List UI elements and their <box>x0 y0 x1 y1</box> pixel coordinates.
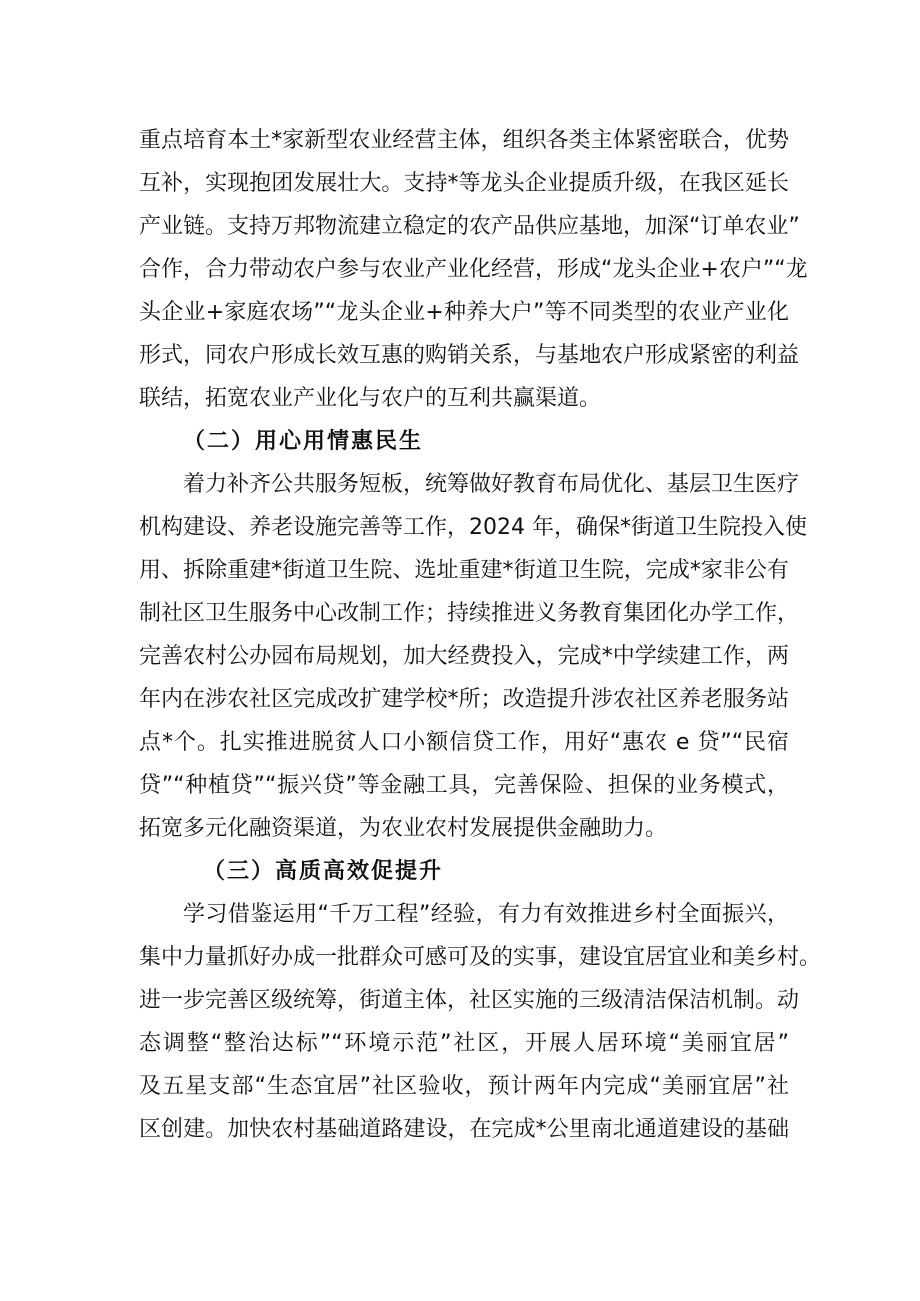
paragraph-line: 联结，拓宽农业产业化与农户的互利共赢渠道。 <box>139 386 602 411</box>
paragraph-line: 机构建设、养老设施完善等工作，2024 年，确保*街道卫生院投入使 <box>139 515 807 540</box>
paragraph-line: 进一步完善区级统筹，街道主体，社区实施的三级清洁保洁机制。动 <box>139 988 800 1013</box>
paragraph-line: 头企业+家庭农场”“龙头企业+种养大户”等不同类型的农业产业化 <box>139 300 789 325</box>
paragraph-line: 年内在涉农社区完成改扩建学校*所；改造提升涉农社区养老服务站 <box>139 687 789 712</box>
paragraph-line: 态调整“整治达标”“环境示范”社区，开展人居环境“美丽宜居” <box>139 1031 789 1056</box>
paragraph-line: 着力补齐公共服务短板，统筹做好教育布局优化、基层卫生医疗 <box>183 472 800 497</box>
paragraph-line: 学习借鉴运用“千万工程”经验，有力有效推进乡村全面振兴， <box>183 902 789 927</box>
paragraph-line: 制社区卫生服务中心改制工作；持续推进义务教育集团化办学工作， <box>139 601 800 626</box>
paragraph-line: 完善农村公办园布局规划，加大经费投入，完成*中学续建工作，两 <box>139 644 789 669</box>
paragraph-line: 重点培育本土*家新型农业经营主体，组织各类主体紧密联合，优势 <box>139 128 789 153</box>
paragraph-line: 集中力量抓好办成一批群众可感可及的实事，建设宜居宜业和美乡村。 <box>139 945 822 970</box>
paragraph-line: 及五星支部“生态宜居”社区验收，预计两年内完成“美丽宜居”社 <box>139 1074 789 1099</box>
paragraph-line: 形式，同农户形成长效互惠的购销关系，与基地农户形成紧密的利益 <box>139 343 800 368</box>
section-heading: （二）用心用情惠民生 <box>183 429 424 454</box>
paragraph-line: 点*个。扎实推进脱贫人口小额信贷工作，用好“惠农 e 贷”“民宿 <box>139 730 789 755</box>
paragraph-line: 产业链。支持万邦物流建立稳定的农产品供应基地，加深“订单农业” <box>139 214 800 239</box>
paragraph-line: 拓宽多元化融资渠道，为农业农村发展提供金融助力。 <box>139 816 668 841</box>
paragraph-line: 区创建。加快农村基础道路建设，在完成*公里南北通道建设的基础 <box>139 1117 789 1142</box>
paragraph-line: 合作，合力带动农户参与农业产业化经营，形成“龙头企业+农户”“龙 <box>139 257 808 282</box>
paragraph-line: 用、拆除重建*街道卫生院、选址重建*街道卫生院，完成*家非公有 <box>139 558 789 583</box>
paragraph-line: 贷”“种植贷”“振兴贷”等金融工具，完善保险、担保的业务模式， <box>139 773 789 798</box>
section-heading: （三）高质高效促提升 <box>203 859 444 884</box>
paragraph-line: 互补，实现抱团发展壮大。支持*等龙头企业提质升级，在我区延长 <box>139 171 789 196</box>
